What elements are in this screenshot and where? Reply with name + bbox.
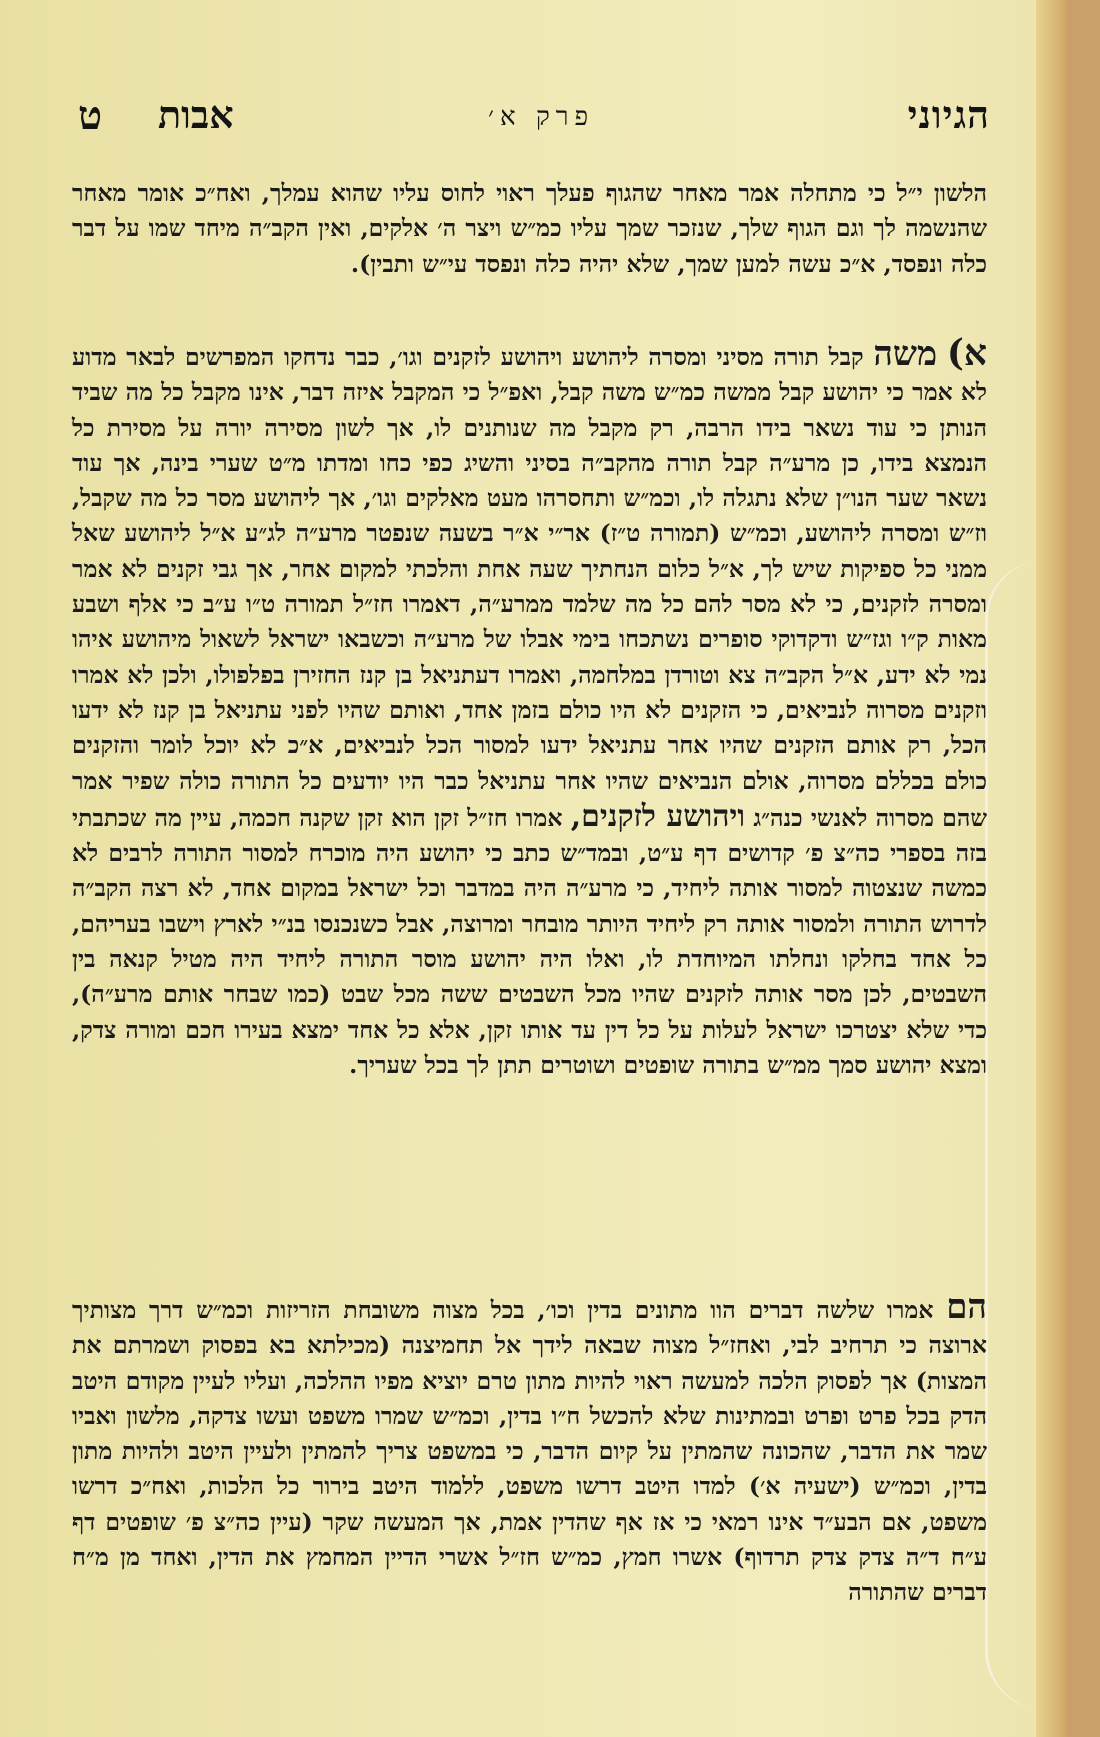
inline-heading: ויהושע לזקנים, [570,798,746,834]
running-head-chapter: פרק א׳ [488,102,595,132]
mishnah-a-text-1: קבל תורה מסיני ומסרה ליהושע ויהושע לזקנים וגו׳, כבר נדחקו המפרשים לבאר מדוע לא אמר כי יהושע קבל ממשה כמ״ש משה קבל, ואפ״ל כי המקבל איזה דבר, אינו מקבל כל מה שביד הנותן כי עוד נשאר בידו הרבה, רק מקבל מה שנותנים לו, אך לשון מסירה יורה על מסירת כל הנמצא בידו, כן מרע״ה קבל תורה מהקב״ה בסיני והשיג כפי כחו ומדתו מ״ט שערי בינה, אך עוד נשאר שער הנו״ן שלא נתגלה לו, וכמ״ש ותחסרהו מעט מאלקים וגו׳, אך ליהושע מסר כל מה שקבל, וז״ש ומסרה ליהושע, וכמ״ש (תמורה ט״ז) אר״י א״ר בשעה שנפטר מרע״ה לג״ע א״ל ליהושע שאל ממני כל ספיקות שיש לך, א״ל כלום הנחתיך שעה אחת והלכתי למקום אחר, אך גבי זקנים לא אמר ומסרה לזקנים, כי לא מסר להם כל מה שלמד ממרע״ה, דאמרו חז״ל תמורה ט״ו ע״ב כי אלף ושבע מאות ק״ו וגז״ש ודקדוקי סופרים נשתכחו בימי אבלו של מרע״ה וכשבאו ישראל לשאול מיהושע איהו נמי לא ידע, א״ל הקב״ה צא וטורדן במלחמה, ואמרו דעתניאל בן קנז החזירן בפלפולו, ולכן לא אמרו וזקנים מסרוה לנביאים, כי הזקנים לא היו כולם בזמן אחד, ואותם שהיו לפני עתניאל בן קנז לא ידעו הכל, רק אותם הזקנים שהיו אחר עתניאל ידעו למסור הכל לנביאים, א״כ לא יוכל לומר והזקנים כולם בכללם מסרוה, אולם הנביאים שהיו אחר עתניאל כבר היו יודעים כל התורה כולה שפיר אמר שהם מסרוה לאנשי כנה״ג [72,343,987,832]
mishnah-lead-word: משה [873,334,938,374]
running-head-title: הגיוני [907,92,990,137]
intro-paragraph-block [72,176,987,282]
running-head-book: אבות [158,92,234,137]
mishnah-a-block [72,332,988,1083]
mishnah-hem-text: אמרו שלשה דברים הוו מתונים בדין וכו׳, בכל מצוה משובחת הזריזות וכמ״ש דרך מצותיך ארוצה כי תרחיב לבי, ואחז״ל מצוה שבאה לידך אל תחמיצנה (מכילתא בא בפסוק ושמרתם את המצות) אך לפסוק הלכה למעשה ראוי להיות מתון טרם יוציא מפיו ההלכה, ועליו לעיין מקודם היטב הדק בכל פרט ופרט ובמתינות שלא להכשל ח״ו בדין, וכמ״ש שמרו משפט ועשו צדקה, מלשון ואביו שמר את הדבר, שהכונה שהמתין על קיום הדבר, כי במשפט צריך להמתין ולעיין היטב ולהיות מתון בדין, וכמ״ש (ישעיה א׳) למדו היטב דרשו משפט, ללמוד היטב בירור כל הלכות, ואח״כ דרשו משפט, אם הבע״ד אינו רמאי כי אז אף שהדין אמת, אך המעשה שקר (עיין כה״צ פ׳ שופטים דף ע״ח ד״ה צדק צדק תרדוף) אשרו חמץ, כמ״ש חז״ל אשרי הדיין המחמץ את הדין, ואחד מן מ״ח דברים שהתורה [72,1296,987,1607]
mishnah-a-paragraph [72,332,988,1083]
mishnah-hem-lead-word: הם [946,1287,987,1327]
intro-paragraph: הלשון י״ל כי מתחלה אמר מאחר שהגוף פעלך ראוי לחוס עליו שהוא עמלך, ואח״כ אומר מאחר שהנשמה לך וגם הגוף שלך, שנזכר שמך עליו כמ״ש ויצר ה׳ אלקים, ואין הקב״ה מיחד שמו על דבר כלה ונפסד, א״כ עשה למען שמך, שלא יהיה כלה ונפסד עי״ש ותבין). [72,179,987,278]
mishnah-hem-block [72,1287,987,1611]
mishnah-number: א) [946,332,988,374]
page-number: ט [78,92,103,139]
mishnah-a-text-2: אמרו חז״ל זקן הוא זקן שקנה חכמה, עיין מה שכתבתי בזה בספרי כה״צ פ׳ קדושים דף ע״ט, ובמד״ש כתב כי יהושע היה מוכרח למסור התורה לרבים לא כמשה שנצטוה למסור אותה ליחיד, כי מרע״ה היה במדבר וכל ישראל במקום אחד, לא רצה הקב״ה לדרוש התורה ולמסור אותה רק ליחיד היותר מובחר ומרוצה, אבל כשנכנסו בנ״י לארץ וישבו בעריהם, כל אחד בחלקו ונחלתו המיוחדת לו, ואלו היה יהושע מוסר התורה ליחיד היה מטיל קנאה בין השבטים, לכן מסר אותה לזקנים שהיו מכל השבטים ששה מכל שבט (כמו שבחר אותם מרע״ה), כדי שלא יצטרכו ישראל לעלות על כל דין עד אותו זקן, אלא כל אחד ימצא בעירו חכם ומורה צדק, ומצא יהושע סמך ממ״ש בתורה שופטים ושוטרים תתן לך בכל שעריך. [72,803,987,1079]
mishnah-hem-paragraph [72,1287,987,1611]
running-head [78,92,990,142]
page-curl [985,560,1048,1710]
